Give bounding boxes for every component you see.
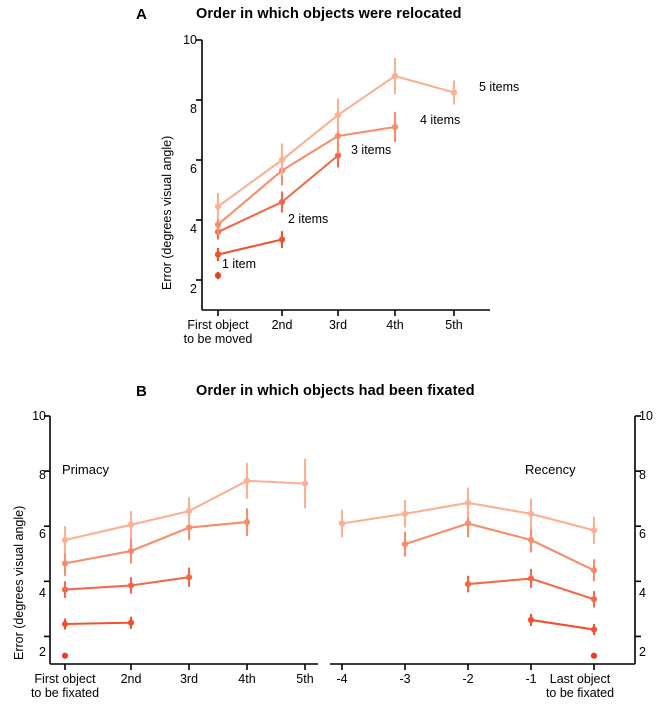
panel-b-left-ytick-4: 4 [39, 586, 46, 600]
data-point [244, 519, 250, 525]
data-point [186, 508, 192, 514]
data-point [335, 112, 341, 118]
panel-b-left-ytick-8: 8 [39, 468, 46, 482]
data-point [62, 587, 68, 593]
panel-b-plot [0, 370, 669, 719]
series-line [405, 524, 594, 571]
panel-b-left-ytick-2: 2 [39, 645, 46, 659]
panel-a-letter: A [136, 6, 148, 23]
data-point [392, 124, 398, 130]
panel-a-ylabel: Error (degrees visual angle) [160, 135, 174, 290]
data-point [392, 73, 398, 79]
panel-b-right-xtick-minus2: -2 [462, 672, 474, 686]
panel-a-ytick-6: 6 [190, 162, 197, 176]
data-point [128, 620, 134, 626]
data-point [591, 527, 597, 533]
data-point [402, 511, 408, 517]
panel-b [0, 370, 669, 719]
panel-b-region-label-primacy: Primacy [62, 462, 109, 477]
panel-b-left-xtick-3: 3rd [179, 672, 199, 686]
panel-b-left-ytick-6: 6 [39, 527, 46, 541]
panel-b-left-ytick-10: 10 [32, 409, 46, 423]
data-point [186, 574, 192, 580]
data-point [465, 500, 471, 506]
panel-b-letter: B [136, 383, 148, 400]
panel-b-right-ytick-2: 2 [639, 645, 646, 659]
data-point [215, 251, 221, 257]
panel-b-ylabel: Error (degrees visual angle) [12, 505, 26, 660]
series-line [65, 481, 305, 540]
panel-a-series-label-2items: 2 items [288, 212, 329, 226]
panel-b-right-xtick-minus3: -3 [399, 672, 411, 686]
data-point [335, 133, 341, 139]
data-point [591, 626, 597, 632]
panel-a-ytick-2: 2 [190, 282, 197, 296]
data-point [591, 653, 597, 659]
series-line [531, 620, 594, 630]
panel-a-xtick-5: 5th [445, 318, 463, 332]
data-point [591, 596, 597, 602]
data-point [62, 560, 68, 566]
data-point [302, 480, 308, 486]
data-point [465, 581, 471, 587]
panel-b-right-ytick-4: 4 [639, 586, 646, 600]
panel-b-right-xtick-last-line2: to be fixated [545, 686, 615, 700]
panel-b-left-xtick-1-line1: First object [34, 672, 96, 686]
data-point [62, 621, 68, 627]
panel-a-series-label-3items: 3 items [351, 143, 392, 157]
data-point [465, 520, 471, 526]
data-point [528, 575, 534, 581]
panel-a-ytick-10: 10 [183, 33, 197, 47]
data-point [528, 511, 534, 517]
data-point [215, 203, 221, 209]
panel-b-right-ytick-10: 10 [639, 409, 653, 423]
panel-b-left-xtick-2: 2nd [120, 672, 142, 686]
panel-b-region-label-recency: Recency [525, 462, 576, 477]
data-point [528, 537, 534, 543]
series-line [65, 577, 189, 589]
data-point [215, 272, 221, 278]
panel-a-title: Order in which objects were relocated [196, 6, 462, 22]
data-point [215, 221, 221, 227]
data-point [279, 157, 285, 163]
series-line [218, 240, 282, 255]
panel-b-left-xtick-5: 5th [296, 672, 314, 686]
panel-a-ytick-8: 8 [190, 102, 197, 116]
panel-b-right-xtick-last-line1: Last object [549, 672, 611, 686]
data-point [279, 236, 285, 242]
panel-b-title: Order in which objects had been fixated [196, 383, 475, 399]
panel-a-xtick-3: 3rd [328, 318, 348, 332]
panel-a-series-label-1item: 1 item [222, 257, 257, 271]
data-point [128, 522, 134, 528]
data-point [279, 199, 285, 205]
series-line [65, 623, 131, 624]
series-line [218, 76, 454, 207]
panel-a-xtick-1-line2: to be moved [183, 332, 253, 346]
data-point [186, 525, 192, 531]
panel-b-right-ytick-8: 8 [639, 468, 646, 482]
panel-a-xtick-2: 2nd [271, 318, 293, 332]
panel-a-xtick-4: 4th [386, 318, 404, 332]
data-point [128, 582, 134, 588]
series-line [65, 522, 247, 563]
data-point [62, 537, 68, 543]
panel-b-right-xtick-minus4: -4 [336, 672, 348, 686]
data-point [339, 520, 345, 526]
panel-a-ytick-4: 4 [190, 222, 197, 236]
panel-a-series-label-5items: 5 items [479, 80, 520, 94]
panel-b-left-xtick-1-line2: to be fixated [30, 686, 100, 700]
panel-a-xtick-1-line1: First object [187, 318, 249, 332]
panel-b-left-xtick-4: 4th [238, 672, 256, 686]
panel-b-right-ytick-6: 6 [639, 527, 646, 541]
panel-b-right-xtick-minus1: -1 [525, 672, 537, 686]
data-point [591, 567, 597, 573]
data-point [128, 548, 134, 554]
data-point [402, 541, 408, 547]
data-point [62, 653, 68, 659]
data-point [244, 478, 250, 484]
data-point [451, 89, 457, 95]
data-point [528, 617, 534, 623]
panel-a-series-label-4items: 4 items [420, 113, 461, 127]
